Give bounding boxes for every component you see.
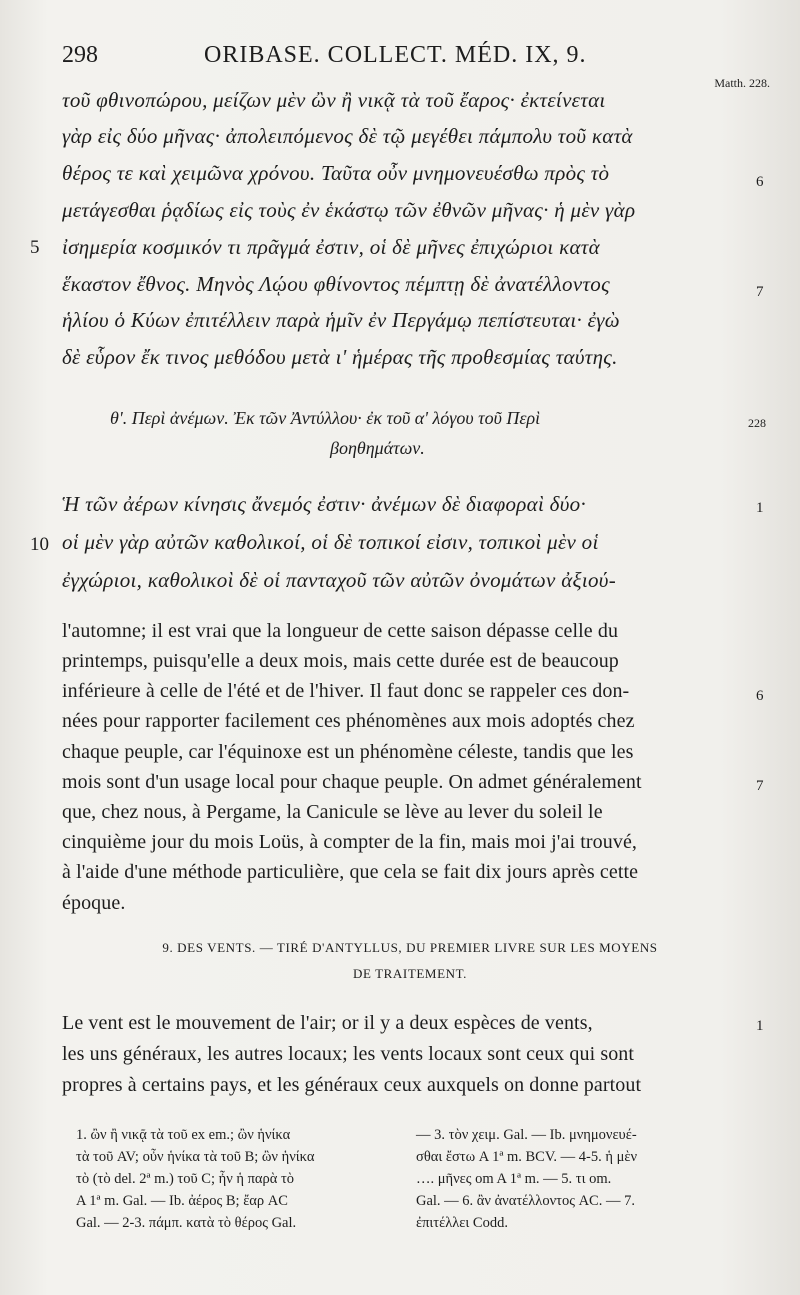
greek-line: Ἡ τῶν ἀέρων κίνησις ἄνεμός ἐστιν· ἀνέμων δὲ διαφοραὶ δύο· bbox=[62, 492, 587, 516]
french-chapter-heading: 9. DES VENTS. — TIRÉ D'ANTYLLUS, DU PREMIER LIVRE SUR LES MOYENS bbox=[162, 940, 658, 955]
footnote-line: Gal. — 6. ἂν ἀνατέλλοντος AC. — 7. bbox=[416, 1193, 635, 1209]
footnote-line: σθαι ἔστω A 1ª m. BCV. — 4-5. ἡ μὲν bbox=[416, 1149, 638, 1165]
margin-number: 7 bbox=[756, 778, 764, 794]
french-line: cinquième jour du mois Loüs, à compter de la fin, mais moi j'ai trouvé, bbox=[62, 831, 638, 853]
greek-line: δὲ εὗρον ἔκ τινος μεθόδου μετὰ ι' ἡμέρας τῆς προθεσμίας ταύτης. bbox=[62, 345, 618, 369]
footnote-line: Gal. — 2-3. πάμπ. κατὰ τὸ θέρος Gal. bbox=[76, 1215, 297, 1231]
greek-line: οἱ μὲν γὰρ αὐτῶν καθολικοί, οἱ δὲ τοπικοί εἰσιν, τοπικοὶ μὲν οἱ bbox=[62, 530, 599, 554]
greek-line: ἡλίου ὁ Κύων ἐπιτέλλειν παρὰ ἡμῖν ἐν Περγάμῳ πεπίστευται· ἐγὼ bbox=[62, 308, 620, 332]
footnote-line: 1. ὢν ἢ νικᾷ τὰ τοῦ ex em.; ὢν ἡνίκα bbox=[76, 1127, 291, 1143]
margin-number: 228 bbox=[748, 416, 766, 430]
french-line: propres à certains pays, et les généraux ceux auxquels on donne partout bbox=[62, 1074, 642, 1096]
greek-line: μετάγεσθαι ῥᾳδίως εἰς τοὺς ἐν ἑκάστῳ τῶν ἐθνῶν μῆνας· ἡ μὲν γὰρ bbox=[62, 198, 636, 222]
footnotes-left bbox=[76, 1124, 398, 1234]
footnotes-right bbox=[416, 1124, 756, 1234]
french-chapter-heading: DE TRAITEMENT. bbox=[352, 966, 468, 981]
french-line: à l'aide d'une méthode particulière, que cela se fait dix jours après cette bbox=[62, 861, 639, 883]
margin-number: 1 bbox=[756, 1018, 764, 1034]
greek-line: ἕκαστον ἔθνος. Μηνὸς Λῴου φθίνοντος πέμπτῃ δὲ ἀνατέλλοντος bbox=[62, 272, 610, 296]
french-line: l'automne; il est vrai que la longueur de cette saison dépasse celle du bbox=[62, 620, 619, 642]
footnote-line: τὸ (τὸ del. 2ª m.) τοῦ C; ἦν ἡ παρὰ τὸ bbox=[76, 1171, 295, 1187]
greek-line: ἐγχώριοι, καθολικοὶ δὲ οἱ πανταχοῦ τῶν αὐτῶν ὀνομάτων ἀξιού- bbox=[62, 568, 616, 592]
french-line: Le vent est le mouvement de l'air; or il y a deux espèces de vents, bbox=[62, 1012, 593, 1034]
footnote-line: …. μῆνες om A 1ª m. — 5. τι om. bbox=[416, 1171, 612, 1187]
footnote-line: A 1ª m. Gal. — Ib. ἀέρος B; ἔαρ AC bbox=[76, 1193, 288, 1209]
greek-line: θέρος τε καὶ χειμῶνα χρόνου. Ταῦτα οὖν μνημονευέσθω πρὸς τὸ bbox=[62, 161, 610, 185]
running-title: ORIBASE. COLLECT. MÉD. IX, 9. bbox=[204, 42, 587, 68]
french-line: printemps, puisqu'elle a deux mois, mais cette durée est de beaucoup bbox=[62, 650, 619, 672]
page-number: 298 bbox=[62, 42, 98, 68]
french-line: nées pour rapporter facilement ces phénomènes aux mois adoptés chez bbox=[62, 710, 635, 732]
french-line: que, chez nous, à Pergame, la Canicule se lève au lever du soleil le bbox=[62, 801, 603, 823]
footnote-line: τὰ τοῦ AV; οὖν ἡνίκα τὰ τοῦ B; ὢν ἡνίκα bbox=[76, 1149, 315, 1165]
french-line: époque. bbox=[62, 892, 126, 914]
greek-chapter-heading: θ'. Περὶ ἀνέμων. Ἐκ τῶν Ἀντύλλου· ἐκ τοῦ α' λόγου τοῦ Περὶ bbox=[110, 408, 541, 428]
page-header bbox=[62, 42, 762, 74]
footnote-line: ἐπιτέλλει Codd. bbox=[416, 1215, 508, 1231]
french-line: inférieure à celle de l'été et de l'hiver. Il faut donc se rappeler ces don- bbox=[62, 680, 630, 702]
line-number: 5 bbox=[30, 237, 40, 258]
margin-number: 1 bbox=[756, 500, 764, 516]
french-line: les uns généraux, les autres locaux; les vents locaux sont ceux qui sont bbox=[62, 1043, 635, 1065]
french-line: mois sont d'un usage local pour chaque peuple. On admet généralement bbox=[62, 771, 642, 793]
margin-number: 6 bbox=[756, 174, 764, 190]
footnote-line: — 3. τὸν χειμ. Gal. — Ib. μνημονευέ- bbox=[416, 1127, 637, 1143]
line-number: 10 bbox=[30, 534, 49, 555]
margin-number: 7 bbox=[756, 284, 764, 300]
greek-line: τοῦ φθινοπώρου, μείζων μὲν ὢν ἢ νικᾷ τὰ τοῦ ἔαρος· ἐκτείνεται bbox=[62, 88, 606, 112]
french-line: chaque peuple, car l'équinoxe est un phénomène céleste, tandis que les bbox=[62, 741, 634, 763]
greek-chapter-heading: βοηθημάτων. bbox=[330, 438, 425, 458]
margin-number: 6 bbox=[756, 688, 764, 704]
greek-line: γὰρ εἰς δύο μῆνας· ἀπολειπόμενος δὲ τῷ μεγέθει πάμπολυ τοῦ κατὰ bbox=[62, 124, 633, 148]
edition-reference: Matth. 228. bbox=[714, 76, 770, 90]
greek-line: ἰσημερία κοσμικόν τι πρᾶγμά ἐστιν, οἱ δὲ μῆνες ἐπιχώριοι κατὰ bbox=[62, 235, 600, 259]
